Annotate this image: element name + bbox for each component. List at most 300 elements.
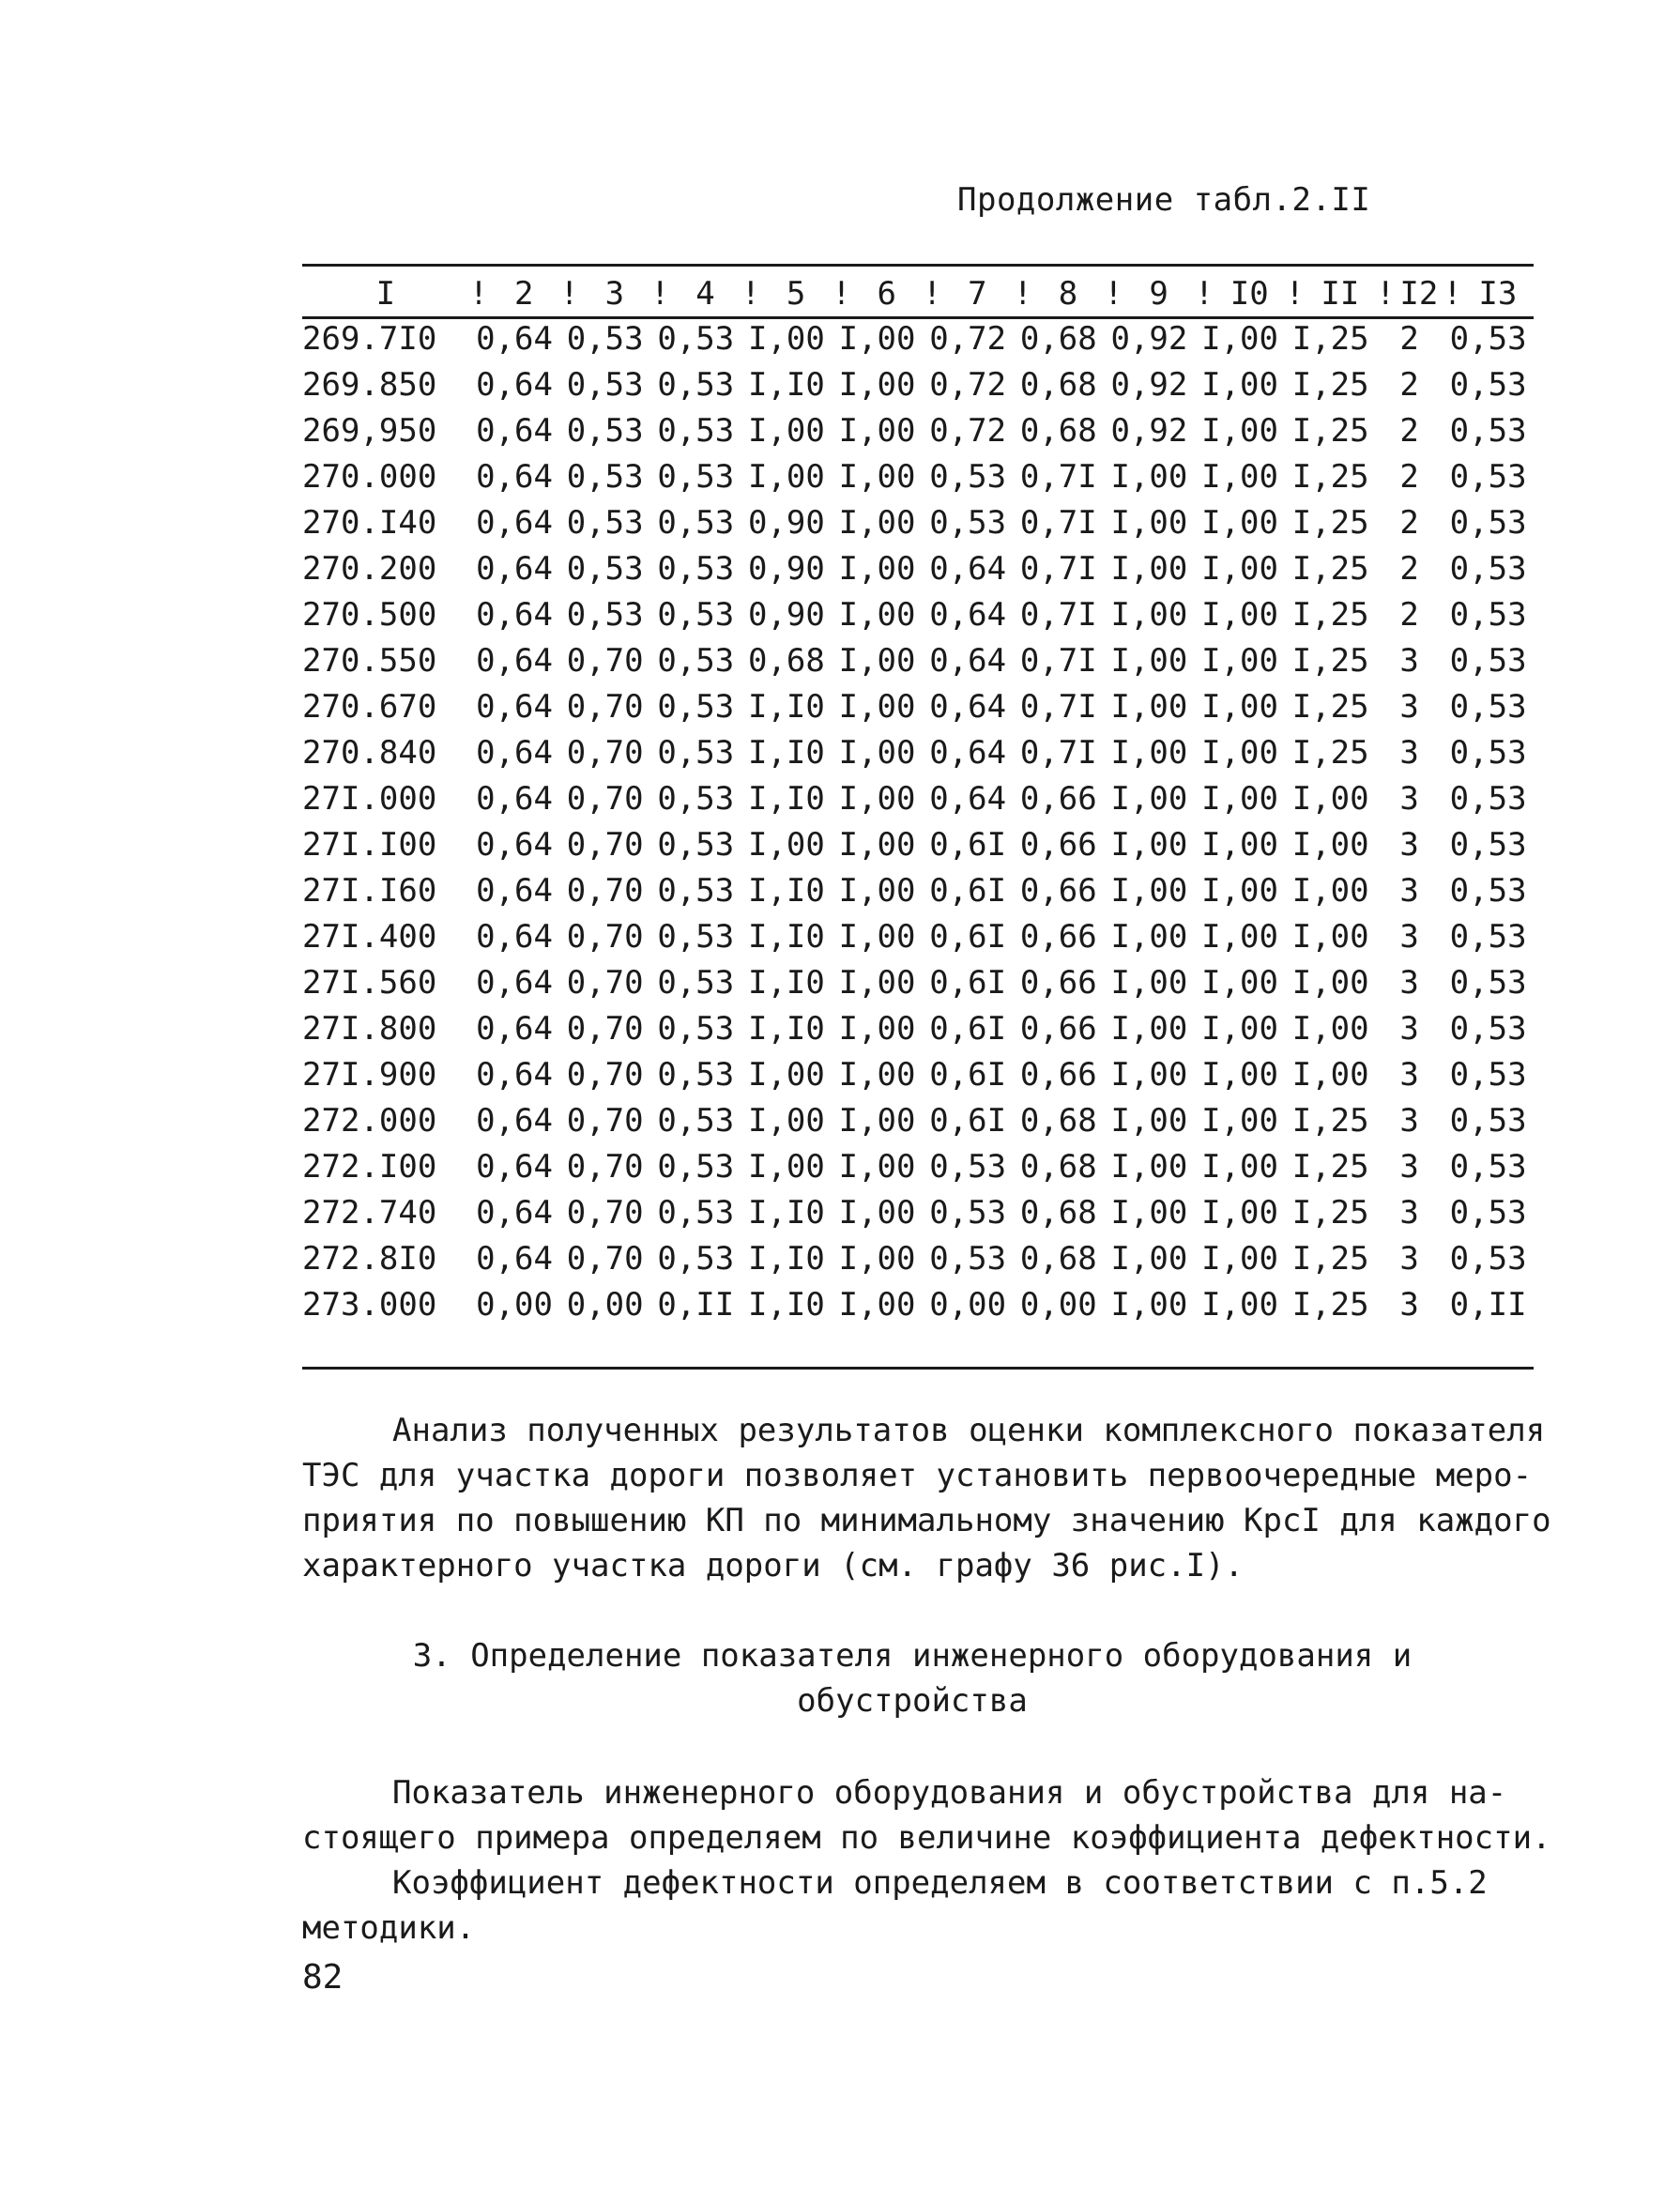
table-cell: I,I0	[747, 964, 825, 1002]
table-cell: I,00	[838, 1286, 916, 1324]
table-cell: I,00	[1201, 1102, 1278, 1140]
table-cell: I,00	[1291, 1056, 1369, 1094]
table-cell: 0,53	[657, 1148, 735, 1186]
table-cell: I,00	[747, 1102, 825, 1140]
table-cell: I,00	[838, 550, 916, 588]
table-cell: I,25	[1291, 366, 1369, 404]
table-cell: I,00	[838, 1194, 916, 1232]
table-cell: 0,00	[929, 1286, 1007, 1324]
table-cell: 0,53	[1449, 918, 1527, 956]
table-cell: I,00	[838, 872, 916, 910]
table-cell: I,00	[1291, 964, 1369, 1002]
table-cell: 0,7I	[1019, 550, 1097, 588]
table-cell: I,00	[1110, 550, 1188, 588]
table-cell: 0,53	[566, 320, 644, 358]
table-row	[302, 1144, 1534, 1190]
table-cell: 272.8I0	[302, 1240, 437, 1278]
table-cell: 0,70	[566, 1056, 644, 1094]
table-cell: I,00	[1110, 918, 1188, 956]
table-cell: 0,53	[657, 642, 735, 680]
table-cell: 0,53	[1449, 964, 1527, 1002]
table-cell: 0,64	[476, 320, 553, 358]
table-header-row	[302, 272, 1534, 316]
table-cell: 0,68	[1019, 366, 1097, 404]
table-cell: 0,64	[476, 1194, 553, 1232]
table-cell: 0,72	[929, 412, 1007, 450]
paragraph-line: методики.	[302, 1909, 476, 1947]
table-cell: I,00	[1291, 826, 1369, 864]
table-cell: I,00	[838, 964, 916, 1002]
table-cell: I,I0	[747, 1010, 825, 1048]
table-cell: 27I.800	[302, 1010, 437, 1048]
table-cell: 0,53	[657, 412, 735, 450]
table-cell: 3	[1399, 872, 1419, 910]
table-cell: I,00	[1110, 458, 1188, 496]
table-cell: 0,64	[476, 872, 553, 910]
table-row	[302, 1236, 1534, 1282]
table-cell: I,00	[747, 826, 825, 864]
table-cell: I,00	[1201, 596, 1278, 634]
table-cell: I,00	[838, 412, 916, 450]
table-cell: I,00	[838, 1102, 916, 1140]
table-cell: 0,II	[1449, 1286, 1527, 1324]
header-separator: !	[741, 275, 761, 313]
table-cell: 0,53	[1449, 826, 1527, 864]
table-cell: I,00	[1110, 1010, 1188, 1048]
table-cell: I,00	[1291, 780, 1369, 818]
table-cell: I,00	[1201, 780, 1278, 818]
table-cell: I,00	[747, 1056, 825, 1094]
table-cell: 0,64	[476, 918, 553, 956]
coefficient-paragraph	[302, 1860, 1522, 1951]
table-cell: I,I0	[747, 918, 825, 956]
table-cell: 0,53	[657, 734, 735, 772]
table-cell: 0,6I	[929, 918, 1007, 956]
table-cell: 0,53	[657, 780, 735, 818]
column-header: 9	[1149, 275, 1168, 313]
table-cell: I,00	[838, 642, 916, 680]
page-number: 82	[302, 1958, 344, 1997]
table-cell: 3	[1399, 1102, 1419, 1140]
table-cell: 0,53	[1449, 366, 1527, 404]
table-cell: 0,90	[747, 550, 825, 588]
table-cell: I,I0	[747, 1286, 825, 1324]
table-top-rule	[302, 264, 1534, 267]
table-cell: I,00	[1201, 412, 1278, 450]
paragraph-line: характерного участка дороги (см. графу 36 рис.I).	[302, 1547, 1245, 1584]
table-cell: 269,950	[302, 412, 437, 450]
paragraph-line: приятия по повышению КП по минимальному значению КрсI для каждого	[302, 1502, 1551, 1539]
table-cell: I,00	[1110, 1148, 1188, 1186]
table-cell: 0,64	[476, 688, 553, 726]
table-row	[302, 914, 1534, 960]
table-cell: 0,92	[1110, 320, 1188, 358]
table-cell: I,00	[1110, 1194, 1188, 1232]
table-cell: I,00	[838, 504, 916, 542]
table-cell: I,25	[1291, 1102, 1369, 1140]
table-cell: 0,70	[566, 688, 644, 726]
table-cell: 0,68	[1019, 1194, 1097, 1232]
table-cell: 2	[1399, 412, 1419, 450]
table-cell: I,00	[1201, 734, 1278, 772]
header-separator: !	[559, 275, 579, 313]
table-cell: 0,7I	[1019, 688, 1097, 726]
table-cell: I,00	[1201, 872, 1278, 910]
table-row	[302, 362, 1534, 408]
table-row	[302, 638, 1534, 684]
table-cell: I,00	[838, 1010, 916, 1048]
table-cell: 3	[1399, 964, 1419, 1002]
table-cell: I,00	[1201, 964, 1278, 1002]
table-cell: 0,70	[566, 1102, 644, 1140]
column-header: 4	[695, 275, 715, 313]
table-cell: 3	[1399, 918, 1419, 956]
table-cell: 0,64	[476, 458, 553, 496]
table-cell: 0,72	[929, 320, 1007, 358]
table-cell: 0,53	[657, 550, 735, 588]
table-cell: 0,68	[1019, 320, 1097, 358]
table-row	[302, 1190, 1534, 1236]
table-cell: 27I.900	[302, 1056, 437, 1094]
table-cell: 0,00	[476, 1286, 553, 1324]
table-cell: 3	[1399, 780, 1419, 818]
table-cell: I,00	[747, 320, 825, 358]
table-cell: I,00	[1291, 918, 1369, 956]
table-cell: 2	[1399, 366, 1419, 404]
table-cell: 0,7I	[1019, 734, 1097, 772]
table-cell: 0,53	[657, 688, 735, 726]
table-cell: I,25	[1291, 550, 1369, 588]
table-cell: 0,53	[1449, 872, 1527, 910]
table-cell: 2	[1399, 320, 1419, 358]
table-cell: 0,53	[657, 1010, 735, 1048]
table-cell: 0,68	[1019, 1148, 1097, 1186]
table-cell: 0,64	[929, 550, 1007, 588]
table-cell: I,25	[1291, 642, 1369, 680]
table-cell: 0,53	[929, 1194, 1007, 1232]
table-body	[302, 316, 1534, 1328]
table-cell: 0,6I	[929, 1056, 1007, 1094]
table-cell: I,00	[1201, 642, 1278, 680]
header-separator: !	[1285, 275, 1305, 313]
table-cell: 0,53	[1449, 1056, 1527, 1094]
table-cell: 0,64	[929, 642, 1007, 680]
table-cell: 0,64	[476, 1010, 553, 1048]
table-row	[302, 1006, 1534, 1052]
table-cell: 0,66	[1019, 1010, 1097, 1048]
table-cell: 27I.I00	[302, 826, 437, 864]
section-heading	[302, 1633, 1522, 1723]
table-cell: I,00	[1201, 1194, 1278, 1232]
table-cell: 0,53	[929, 458, 1007, 496]
table-cell: 0,53	[657, 826, 735, 864]
paragraph-line: Показатель инженерного оборудования и обустройства для на-	[392, 1774, 1507, 1812]
table-cell: I,25	[1291, 412, 1369, 450]
table-cell: I,00	[1110, 826, 1188, 864]
table-cell: 0,53	[657, 918, 735, 956]
table-cell: I,00	[838, 688, 916, 726]
table-cell: 0,53	[929, 1148, 1007, 1186]
table-cell: 0,53	[657, 872, 735, 910]
table-cell: 0,53	[1449, 412, 1527, 450]
header-separator: !	[832, 275, 851, 313]
table-cell: 270.200	[302, 550, 437, 588]
table-cell: 0,68	[747, 642, 825, 680]
table-cell: 0,53	[1449, 1148, 1527, 1186]
table-cell: I,00	[1201, 1240, 1278, 1278]
table-cell: 0,64	[929, 734, 1007, 772]
table-cell: I,I0	[747, 734, 825, 772]
table-cell: 0,53	[929, 504, 1007, 542]
table-cell: 0,64	[476, 780, 553, 818]
table-cell: 0,70	[566, 1194, 644, 1232]
column-header: I3	[1478, 275, 1518, 313]
table-cell: 0,53	[1449, 734, 1527, 772]
table-cell: I,25	[1291, 1240, 1369, 1278]
table-cell: I,00	[1201, 918, 1278, 956]
table-cell: I,25	[1291, 1148, 1369, 1186]
table-cell: 0,53	[1449, 642, 1527, 680]
table-cell: 0,64	[476, 642, 553, 680]
table-row	[302, 1098, 1534, 1144]
table-cell: 0,53	[657, 366, 735, 404]
table-cell: 0,64	[476, 504, 553, 542]
table-cell: I,25	[1291, 688, 1369, 726]
table-cell: 270.000	[302, 458, 437, 496]
table-cell: 0,53	[566, 596, 644, 634]
table-cell: 0,53	[657, 596, 735, 634]
table-cell: 0,53	[657, 1056, 735, 1094]
header-separator: !	[649, 275, 670, 313]
table-cell: I,00	[838, 826, 916, 864]
table-cell: 0,53	[1449, 1010, 1527, 1048]
table-cell: 0,64	[929, 688, 1007, 726]
table-cell: I,00	[1201, 1286, 1278, 1324]
data-table	[302, 272, 1534, 1328]
table-cell: 270.550	[302, 642, 437, 680]
table-cell: 0,64	[476, 550, 553, 588]
table-cell: I,00	[838, 734, 916, 772]
table-cell: 0,70	[566, 734, 644, 772]
table-cell: 270.670	[302, 688, 437, 726]
table-cell: I,I0	[747, 780, 825, 818]
table-cell: I,00	[1110, 1286, 1188, 1324]
table-cell: 2	[1399, 504, 1419, 542]
column-header: 7	[968, 275, 987, 313]
table-cell: 3	[1399, 1194, 1419, 1232]
table-cell: 0,53	[657, 964, 735, 1002]
table-row	[302, 822, 1534, 868]
column-header: 2	[514, 275, 534, 313]
table-row	[302, 776, 1534, 822]
table-cell: 269.850	[302, 366, 437, 404]
table-cell: I,00	[1201, 688, 1278, 726]
table-cell: 270.500	[302, 596, 437, 634]
header-separator: !	[1013, 275, 1032, 313]
column-header: II	[1321, 275, 1360, 313]
table-row	[302, 408, 1534, 454]
table-cell: I,25	[1291, 320, 1369, 358]
table-row	[302, 1052, 1534, 1098]
table-cell: I,00	[1201, 1010, 1278, 1048]
table-cell: 0,64	[929, 596, 1007, 634]
table-cell: I,00	[1110, 734, 1188, 772]
table-cell: 0,90	[747, 596, 825, 634]
table-cell: 0,64	[476, 412, 553, 450]
table-cell: 2	[1399, 458, 1419, 496]
table-cell: I,00	[1291, 1010, 1369, 1048]
heading-line: обустройства	[797, 1682, 1028, 1720]
table-cell: 0,70	[566, 826, 644, 864]
table-row	[302, 868, 1534, 914]
table-cell: 0,64	[476, 366, 553, 404]
table-cell: I,00	[1201, 320, 1278, 358]
table-cell: 270.I40	[302, 504, 437, 542]
table-cell: 0,II	[657, 1286, 735, 1324]
table-cell: 0,6I	[929, 1102, 1007, 1140]
table-cell: 272.000	[302, 1102, 437, 1140]
table-cell: I,00	[1110, 964, 1188, 1002]
table-cell: 3	[1399, 642, 1419, 680]
table-cell: I,I0	[747, 872, 825, 910]
table-cell: 269.7I0	[302, 320, 437, 358]
table-cell: 0,7I	[1019, 596, 1097, 634]
table-cell: I,00	[747, 458, 825, 496]
table-cell: I,I0	[747, 1240, 825, 1278]
table-bottom-rule	[302, 1367, 1534, 1370]
table-cell: 0,64	[476, 596, 553, 634]
table-cell: I,00	[747, 412, 825, 450]
table-cell: I,00	[1110, 872, 1188, 910]
table-cell: 0,53	[566, 412, 644, 450]
table-cell: 0,6I	[929, 964, 1007, 1002]
paragraph-line: стоящего примера определяем по величине коэффициента дефектности.	[302, 1819, 1551, 1857]
table-cell: 3	[1399, 1286, 1419, 1324]
table-cell: I,00	[838, 1056, 916, 1094]
table-cell: 0,66	[1019, 1056, 1097, 1094]
table-cell: 0,68	[1019, 1240, 1097, 1278]
table-cell: 0,53	[566, 550, 644, 588]
table-header	[302, 272, 1534, 316]
table-cell: I,00	[838, 1148, 916, 1186]
table-cell: I,00	[1201, 826, 1278, 864]
table-row	[302, 1282, 1534, 1328]
table-cell: 0,68	[1019, 412, 1097, 450]
table-cell: I,00	[838, 320, 916, 358]
column-header: 5	[786, 275, 806, 313]
table-cell: 3	[1399, 688, 1419, 726]
table-cell: 27I.400	[302, 918, 437, 956]
table-cell: 3	[1399, 1148, 1419, 1186]
table-cell: 0,64	[929, 780, 1007, 818]
table-cell: 0,64	[476, 1148, 553, 1186]
table-cell: I,00	[1110, 688, 1188, 726]
table-cell: 0,70	[566, 1148, 644, 1186]
table-cell: 0,53	[1449, 1102, 1527, 1140]
table-cell: 0,92	[1110, 412, 1188, 450]
table-row	[302, 500, 1534, 546]
header-separator: !	[1375, 275, 1396, 313]
table-cell: I,00	[838, 780, 916, 818]
table-cell: 0,66	[1019, 918, 1097, 956]
column-header: I0	[1229, 275, 1269, 313]
table-cell: 272.740	[302, 1194, 437, 1232]
table-cell: 0,53	[657, 1240, 735, 1278]
table-cell: 0,53	[1449, 1194, 1527, 1232]
table-row	[302, 316, 1534, 362]
table-cell: 270.840	[302, 734, 437, 772]
header-separator: !	[922, 275, 942, 313]
table-cell: I,I0	[747, 1194, 825, 1232]
table-caption: Продолжение табл.2.II	[957, 181, 1371, 219]
table-cell: 0,64	[476, 1240, 553, 1278]
table-cell: 0,6I	[929, 872, 1007, 910]
table-cell: 0,90	[747, 504, 825, 542]
header-separator: !	[1104, 275, 1123, 313]
header-separator: !	[468, 275, 489, 313]
table-cell: I,00	[1201, 1148, 1278, 1186]
table-cell: I,00	[1110, 642, 1188, 680]
table-cell: 0,7I	[1019, 458, 1097, 496]
table-cell: I,00	[1110, 1102, 1188, 1140]
table-cell: 0,53	[566, 366, 644, 404]
table-cell: 0,70	[566, 1010, 644, 1048]
table-cell: 0,70	[566, 872, 644, 910]
table-cell: 0,7I	[1019, 504, 1097, 542]
table-cell: 0,64	[476, 826, 553, 864]
column-header: 6	[877, 275, 896, 313]
table-row	[302, 684, 1534, 730]
table-cell: 0,53	[657, 504, 735, 542]
table-cell: 0,53	[1449, 688, 1527, 726]
table-cell: I,00	[1110, 596, 1188, 634]
table-cell: I,00	[838, 918, 916, 956]
table-cell: I,25	[1291, 1286, 1369, 1324]
table-cell: 0,53	[1449, 596, 1527, 634]
table-cell: 0,70	[566, 642, 644, 680]
table-cell: I,00	[1110, 1056, 1188, 1094]
table-cell: 273.000	[302, 1286, 437, 1324]
table-cell: I,00	[838, 366, 916, 404]
table-cell: 0,68	[1019, 1102, 1097, 1140]
table-cell: 3	[1399, 1240, 1419, 1278]
table-cell: I,I0	[747, 688, 825, 726]
table-cell: 0,66	[1019, 780, 1097, 818]
table-cell: 3	[1399, 826, 1419, 864]
table-cell: 0,92	[1110, 366, 1188, 404]
table-cell: I,00	[1110, 1240, 1188, 1278]
table-row	[302, 592, 1534, 638]
table-cell: 0,7I	[1019, 642, 1097, 680]
table-cell: 0,00	[1019, 1286, 1097, 1324]
table-cell: 0,53	[1449, 780, 1527, 818]
table-cell: 0,64	[476, 964, 553, 1002]
table-cell: 3	[1399, 734, 1419, 772]
table-cell: 0,64	[476, 734, 553, 772]
table-cell: I,00	[1110, 504, 1188, 542]
paragraph-line: ТЭС для участка дороги позволяет установить первоочередные меро-	[302, 1457, 1533, 1494]
header-separator: !	[1194, 275, 1214, 313]
table-cell: I,00	[747, 1148, 825, 1186]
column-header: I2	[1399, 275, 1439, 313]
table-cell: 0,70	[566, 964, 644, 1002]
table-row	[302, 730, 1534, 776]
table-cell: I,00	[838, 458, 916, 496]
table-cell: I,00	[1201, 366, 1278, 404]
table-cell: 2	[1399, 596, 1419, 634]
table-cell: 0,53	[566, 458, 644, 496]
table-cell: 0,00	[566, 1286, 644, 1324]
